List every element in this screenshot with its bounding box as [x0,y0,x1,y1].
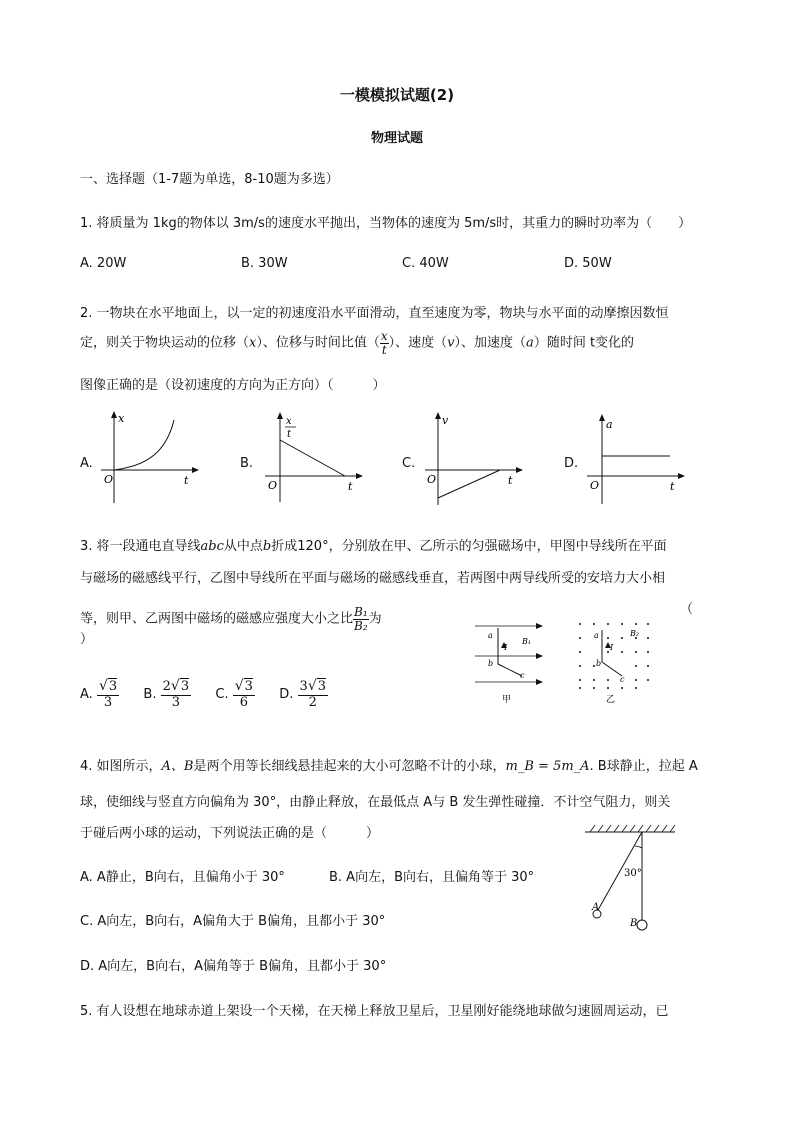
question-3-paren-close: ） [80,632,94,647]
question-4-option-c: C. A向左，B向右，A偏角大于 B偏角，且都小于 30° [80,914,386,929]
svg-text:O: O [268,479,278,492]
svg-text:c: c [620,675,625,684]
section-heading: 一、选择题（1-7题为单选，8-10题为多选） [80,172,339,187]
figure-jia-parallel-field [470,616,550,706]
question-4-option-a: A. A静止，B向右，且偏角小于 30° [80,870,285,885]
question-2-line-3: 图像正确的是（设初速度的方向为正方向）（ ） [80,378,386,393]
question-3-paren-open: （ [680,602,694,617]
option-c-fraction: $\frac{√3}{6}$ [234,678,253,710]
question-2-line-2: 定，则关于物块运动的位移（x）、位移与时间比值（ $\frac{x}{t}$ ）、速度（v）、加速度（a）随时间 t变化的 [80,329,635,357]
question-3-options: A. $\frac{√3}{3}$ B. $\frac{2√3}{3}$ C. $\frac{√3}{6}$ D. $\frac{3√3}{2}$ [80,678,327,710]
svg-text:x: x [286,416,292,427]
svg-text:a: a [606,418,613,431]
graph-a-x-vs-t [96,408,206,508]
svg-text:O: O [427,473,437,486]
graph-c-label: C. [402,456,416,471]
svg-text:O: O [590,479,600,492]
svg-text:O: O [104,473,114,486]
svg-text:30°: 30° [624,868,642,879]
b1-over-b2-fraction: $\frac{\text{B₁}}{\text{B₂}}$ [354,605,368,633]
svg-text:t: t [287,429,292,440]
svg-text:t: t [348,480,353,493]
svg-text:x: x [118,412,125,425]
svg-text:t: t [508,474,513,487]
svg-text:a: a [488,631,493,640]
svg-text:v: v [442,414,449,427]
svg-text:B₂: B₂ [630,629,640,638]
option-d-fraction: $\frac{3√3}{2}$ [299,678,327,710]
question-4-option-b: B. A向左，B向右，且偏角等于 30° [329,870,535,885]
question-1-stem: 1. 将质量为 1kg的物体以 3m/s的速度水平抛出，当物体的速度为 5m/s时，其重力的瞬时功率为（ ） [80,216,692,231]
graph-d-label: D. [564,456,579,471]
svg-text:b: b [488,659,494,668]
x-over-t-fraction: $\frac{x}{t}$ [380,329,388,357]
graph-c-v-vs-t [420,410,530,510]
question-3-line-3: 等，则甲、乙两图中磁场的磁感应强度大小之比 $\frac{\text{B₁}}{\text{B₂}}$ 为 [80,605,382,633]
question-1-option-c: C. 40W [402,256,449,271]
page-title: 一模模拟试题(2) [339,86,455,104]
svg-text:t: t [670,480,675,493]
svg-text:乙: 乙 [606,695,616,705]
graph-b-xt-vs-t [260,410,370,510]
svg-text:a: a [594,631,599,640]
figure-yi-perpendicular-field [572,616,652,706]
question-1-option-d: D. 50W [564,256,612,271]
svg-text:I: I [504,643,508,652]
graph-d-a-vs-t [582,412,692,512]
question-3-line-1: 3. 将一段通电直导线abc从中点b折成120°，分别放在甲、乙所示的匀强磁场中，甲图中导线所在平面 [80,539,667,554]
svg-text:I: I [610,643,614,652]
question-4-option-d: D. A向左，B向右，A偏角等于 B偏角，且都小于 30° [80,959,387,974]
graph-b-label: B. [240,456,254,471]
svg-text:B: B [630,918,638,929]
question-3-line-2: 与磁场的磁感线平行，乙图中导线所在平面与磁场的磁感线垂直，若两图中两导线所受的安培力大小相 [80,571,666,586]
svg-text:c: c [520,671,525,680]
svg-text:甲: 甲 [502,695,512,705]
svg-text:A: A [592,902,600,913]
question-1-option-b: B. 30W [241,256,288,271]
question-4-line-3: 于碰后两小球的运动，下列说法正确的是（ ） [80,826,380,841]
question-4-line-2: 球，使细线与竖直方向偏角为 30°，由静止释放，在最低点 A与 B 发生弹性碰撞．不计空气阻力，则关 [80,795,671,810]
question-2-line-1: 2. 一物块在水平地面上，以一定的初速度沿水平面滑动，直至速度为零，物块与水平面的动摩擦因数恒 [80,306,669,321]
option-a-fraction: $\frac{√3}{3}$ [98,678,118,710]
question-1-option-a: A. 20W [80,256,127,271]
option-b-fraction: $\frac{2√3}{3}$ [162,678,190,710]
page-subtitle: 物理试题 [370,131,423,146]
pendulum-figure [580,822,680,937]
svg-text:B₁: B₁ [522,637,532,646]
question-5-line-1: 5. 有人设想在地球赤道上架设一个天梯，在天梯上释放卫星后，卫星刚好能绕地球做匀速圆周运动，已 [80,1004,669,1019]
svg-text:t: t [184,474,189,487]
question-4-line-1: 4. 如图所示，A、B是两个用等长细线悬挂起来的大小可忽略不计的小球，m_B = 5m_A. B球静止，拉起 A [80,759,698,774]
graph-a-label: A. [80,456,93,471]
svg-text:b: b [596,659,602,668]
